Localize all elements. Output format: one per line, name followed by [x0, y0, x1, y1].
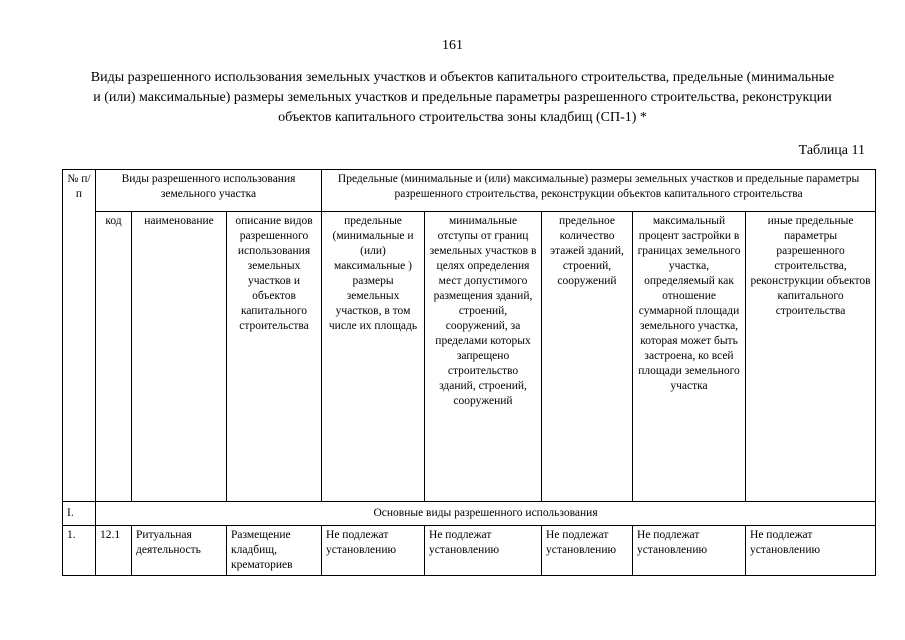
header-description: описание видов разрешенного использования земельных участков и объектов капитального строительства: [227, 212, 322, 502]
header-group-params: Предельные (минимальные и (или) максимальные) размеры земельных участков и предельные параметры разрешенного строительства, реконструкции объектов капитального строительства: [322, 170, 876, 212]
title-line-3: объектов капитального строительства зоны кладбищ (СП-1) *: [278, 110, 647, 125]
row-description: Размещение кладбищ, крематориев: [227, 526, 322, 576]
header-code: код: [96, 212, 132, 502]
header-sizes: предельные (минимальные и (или) максимальные ) размеры земельных участков, в том числе их площадь: [322, 212, 425, 502]
header-floors: предельное количество этажей зданий, строений, сооружений: [542, 212, 633, 502]
header-other: иные предельные параметры разрешенного строительства, реконструкции объектов капитального строительства: [746, 212, 876, 502]
row-name: Ритуальная деятельность: [132, 526, 227, 576]
row-code: 12.1: [96, 526, 132, 576]
header-group-types: Виды разрешенного использования земельного участка: [96, 170, 322, 212]
title-line-2: и (или) максимальные) размеры земельных участков и предельные параметры разрешенного строительства, реконструкции: [93, 90, 832, 105]
header-setbacks: минимальные отступы от границ земельных участков в целях определения мест допустимого размещения зданий, строений, сооружений, за пределами которых запрещено строительство зданий, строений, сооружений: [425, 212, 542, 502]
row-sizes: Не подлежат установлению: [322, 526, 425, 576]
section-row: [63, 502, 876, 526]
page-number: 161: [442, 38, 463, 53]
document-title: [50, 68, 875, 128]
table-row: [63, 526, 876, 576]
table-caption: Таблица 11: [798, 143, 865, 158]
row-floors: Не подлежат установлению: [542, 526, 633, 576]
header-coverage: максимальный процент застройки в границах земельного участка, определяемый как отношение суммарной площади земельного участка, которая может быть застроена, ко всей площади земельного участка: [633, 212, 746, 502]
row-other: Не подлежат установлению: [746, 526, 876, 576]
header-row-2: [63, 212, 876, 502]
header-num: № п/п: [63, 170, 96, 502]
title-line-1: Виды разрешенного использования земельных участков и объектов капитального строительства, предельные (минимальные: [90, 70, 835, 85]
header-row-1: [63, 170, 876, 212]
row-coverage: Не подлежат установлению: [633, 526, 746, 576]
row-num: 1.: [63, 526, 96, 576]
zoning-table: [62, 169, 876, 576]
section-label: Основные виды разрешенного использования: [96, 502, 876, 526]
row-setbacks: Не подлежат установлению: [425, 526, 542, 576]
header-name: наименование: [132, 212, 227, 502]
section-num: I.: [63, 502, 96, 526]
